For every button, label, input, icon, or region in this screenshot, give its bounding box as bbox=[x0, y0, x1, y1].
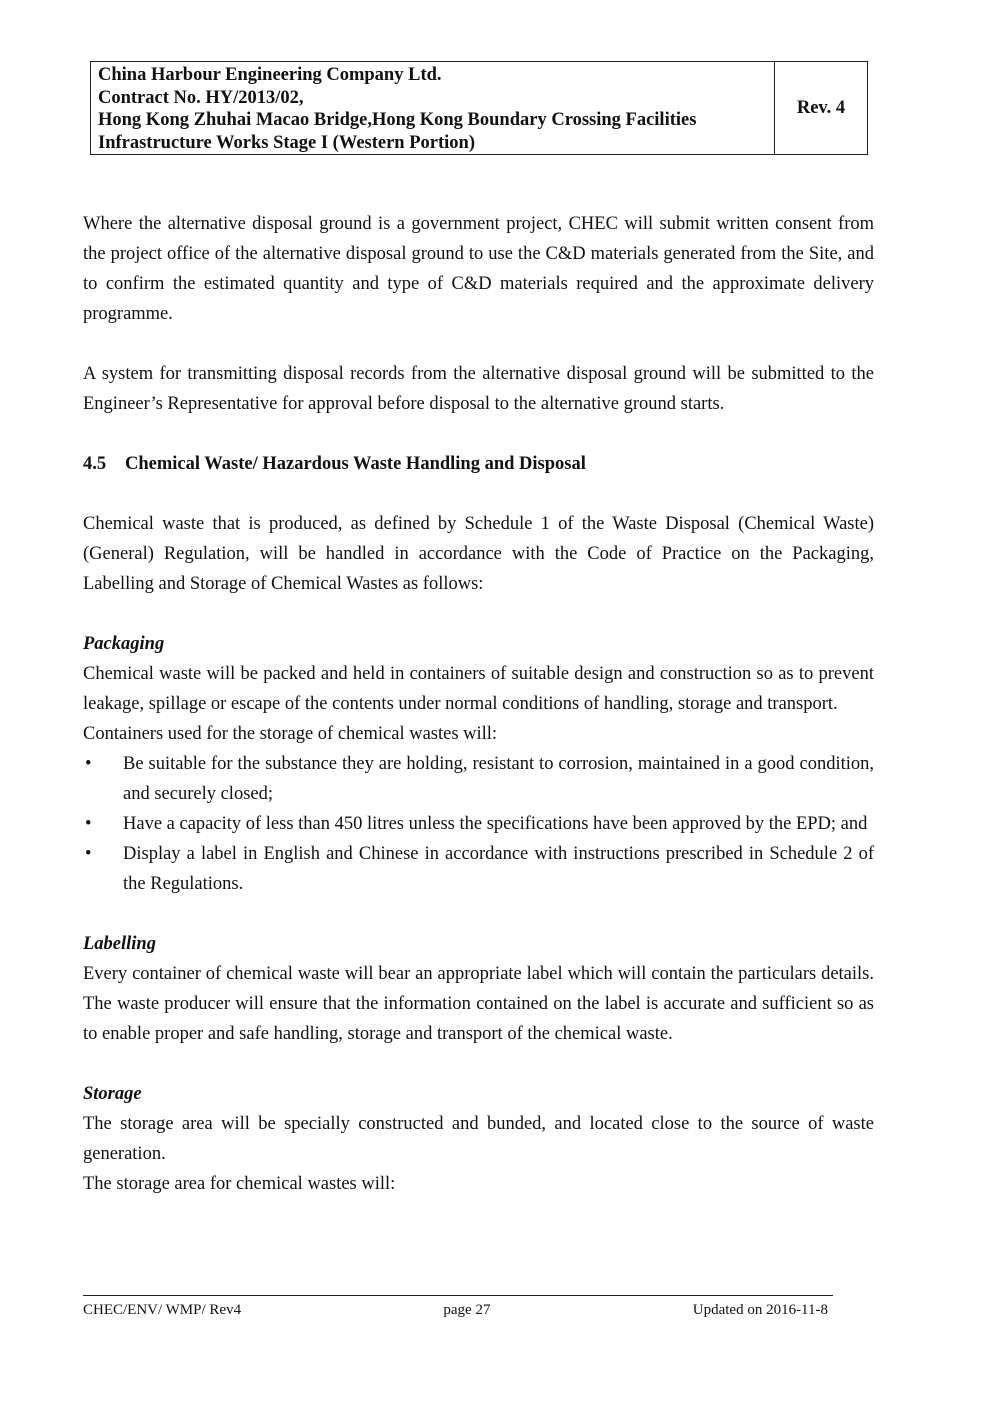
header-works: Infrastructure Works Stage I (Western Portion) bbox=[98, 132, 475, 153]
list-item bbox=[83, 809, 874, 839]
header-company: China Harbour Engineering Company Ltd. bbox=[98, 65, 442, 85]
section-number: 4.5 bbox=[83, 454, 107, 474]
list-item bbox=[83, 839, 874, 899]
footer-updated-date: Updated on 2016-11-8 bbox=[692, 1302, 828, 1318]
labelling-heading: Labelling bbox=[83, 934, 156, 954]
document-body bbox=[83, 209, 874, 1199]
document-header bbox=[90, 61, 868, 155]
list-item-text: Have a capacity of less than 450 litres unless the specifications have been approved by the EPD; and bbox=[123, 814, 868, 834]
paragraph-alternative-disposal: Where the alternative disposal ground is a government project, CHEC will submit written consent from the project office of the alternative disposal ground to use the C&D materials generated from the Site, and to confirm the estimated quantity and type of C&D materials required and the approximate delivery programme. bbox=[83, 214, 874, 324]
footer-document-code: CHEC/ENV/ WMP/ Rev4 bbox=[83, 1302, 242, 1318]
footer-page-number: page 27 bbox=[443, 1302, 491, 1318]
bullet-icon: • bbox=[85, 754, 92, 774]
list-item-text: Be suitable for the substance they are holding, resistant to corrosion, maintained in a good condition, and securely closed; bbox=[123, 754, 874, 804]
storage-intro: The storage area for chemical wastes will: bbox=[83, 1174, 396, 1194]
document-footer bbox=[83, 1302, 828, 1319]
storage-heading: Storage bbox=[83, 1084, 142, 1104]
storage-text: The storage area will be specially constructed and bunded, and located close to the source of waste generation. bbox=[83, 1114, 874, 1164]
section-title: Chemical Waste/ Hazardous Waste Handling and Disposal bbox=[125, 454, 586, 474]
paragraph-chemical-waste-intro: Chemical waste that is produced, as defined by Schedule 1 of the Waste Disposal (Chemical Waste) (General) Regulation, will be handled in accordance with the Code of Practice on the Packaging, Labelling and Storage of Chemical Wastes as follows: bbox=[83, 514, 874, 594]
header-revision: Rev. 4 bbox=[796, 97, 846, 118]
footer-divider bbox=[83, 1295, 833, 1296]
section-heading bbox=[83, 449, 874, 479]
container-requirements-list bbox=[83, 749, 874, 899]
containers-intro: Containers used for the storage of chemical wastes will: bbox=[83, 724, 498, 744]
packaging-text: Chemical waste will be packed and held in containers of suitable design and construction so as to prevent leakage, spillage or escape of the contents under normal conditions of handling, storage and transport. bbox=[83, 664, 874, 714]
bullet-icon: • bbox=[85, 814, 92, 834]
list-item-text: Display a label in English and Chinese in accordance with instructions prescribed in Schedule 2 of the Regulations. bbox=[123, 844, 874, 894]
bullet-icon: • bbox=[85, 844, 92, 864]
labelling-text: Every container of chemical waste will bear an appropriate label which will contain the particulars details. The waste producer will ensure that the information contained on the label is accurate and sufficient so as to enable proper and safe handling, storage and transport of the chemical waste. bbox=[83, 964, 874, 1044]
header-title-block bbox=[91, 62, 775, 154]
list-item bbox=[83, 749, 874, 809]
packaging-heading: Packaging bbox=[83, 634, 165, 654]
paragraph-disposal-records: A system for transmitting disposal records from the alternative disposal ground will be submitted to the Engineer’s Representative for approval before disposal to the alternative ground starts. bbox=[83, 364, 874, 414]
header-project: Hong Kong Zhuhai Macao Bridge,Hong Kong Boundary Crossing Facilities bbox=[98, 110, 697, 131]
header-contract: Contract No. HY/2013/02, bbox=[98, 87, 304, 108]
